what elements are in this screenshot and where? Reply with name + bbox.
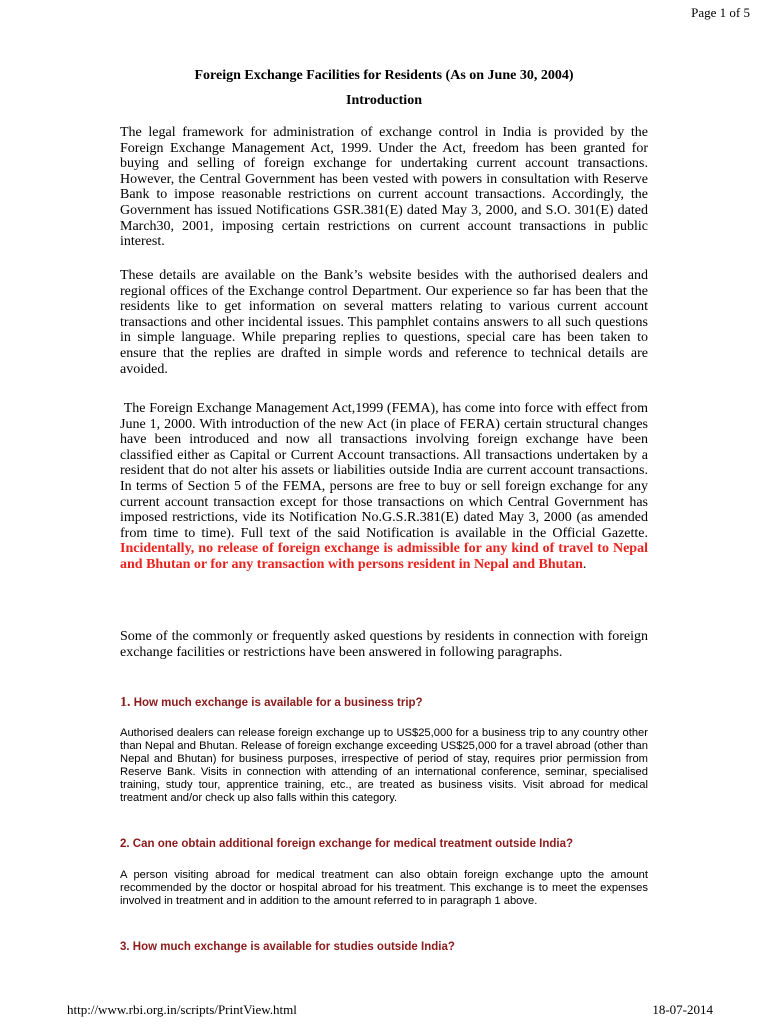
footer-url: http://www.rbi.org.in/scripts/PrintView.html (67, 1002, 297, 1017)
question-1-number: 1. (120, 695, 131, 710)
question-2: 2. Can one obtain additional foreign exchange for medical treatment outside India? (120, 838, 574, 850)
paragraph-fema (120, 401, 648, 573)
question-3: 3. How much exchange is available for studies outside India? (120, 941, 455, 953)
answer-2: A person visiting abroad for medical treatment can also obtain foreign exchange upto the amount recommended by the doctor or hospital abroad for his treatment. This exchange is to meet the expenses involved in treatment and in addition to the amount referred to in paragraph 1 above. (120, 869, 648, 908)
question-1-text: How much exchange is available for a business trip? (130, 697, 423, 709)
paragraph-details-available: These details are available on the Bank’s website besides with the authorised dealers and regional offices of the Exchange control Department. Our experience so far has been that the residents like to get information on several matters relating to various current account transactions and other incidental issues. This pamphlet contains answers to all such questions in simple language. While preparing replies to questions, special care has been taken to ensure that the replies are drafted in simple words and reference to technical details are avoided. (120, 268, 648, 377)
paragraph-faq-intro: Some of the commonly or frequently asked questions by residents in connection with foreign exchange facilities or restrictions have been answered in following paragraphs. (120, 629, 648, 660)
nepal-bhutan-notice: Incidentally, no release of foreign exchange is admissible for any kind of travel to Nepal and Bhutan or for any transaction with persons resident in Nepal and Bhutan (120, 541, 648, 572)
document-title: Foreign Exchange Facilities for Residents (As on June 30, 2004) (194, 68, 574, 83)
paragraph-legal-framework: The legal framework for administration of exchange control in India is provided by the Foreign Exchange Management Act, 1999. Under the Act, freedom has been granted for buying and selling of foreign exchange for undertaking current account transactions. However, the Central Government has been vested with powers in consultation with Reserve Bank to impose reasonable restrictions on current account transactions. Accordingly, the Government has issued Notifications GSR.381(E) dated May 3, 2000, and S.O. 301(E) dated March30, 2001, imposing certain restrictions on current account transactions in public interest. (120, 125, 648, 250)
answer-1: Authorised dealers can release foreign exchange up to US$25,000 for a business trip to any country other than Nepal and Bhutan. Release of foreign exchange exceeding US$25,000 for a travel abroad (other than Nepal and Bhutan) for business purposes, irrespective of period of stay, requires prior permission from Reserve Bank. Visits in connection with attending of an international conference, seminar, specialised training, study tour, apprentice training, etc., are treated as business visits. Visit abroad for medical treatment and/or check up also falls within this category. (120, 727, 648, 805)
paragraph-fema-end: . (582, 556, 587, 572)
question-1 (120, 695, 648, 711)
section-heading: Introduction (346, 93, 422, 108)
page-number: Page 1 of 5 (691, 5, 750, 20)
paragraph-fema-text: The Foreign Exchange Management Act,1999 (FEMA), has come into force with effect from June 1, 2000. With introduction of the new Act (in place of FERA) certain structural changes have been introduced and now all transactions involving foreign exchange have been classified either as Capital or Current Account transactions. All transactions undertaken by a resident that do not alter his assets or liabilities outside India are current account transactions. In terms of Section 5 of the FEMA, persons are free to buy or sell foreign exchange for any current account transaction except for those transactions on which Central Government has imposed restrictions, vide its Notification No.G.S.R.381(E) dated May 3, 2000 (as amended from time to time). Full text of the said Notification is available in the Official Gazette. (120, 401, 648, 541)
footer-date: 18-07-2014 (652, 1002, 713, 1017)
